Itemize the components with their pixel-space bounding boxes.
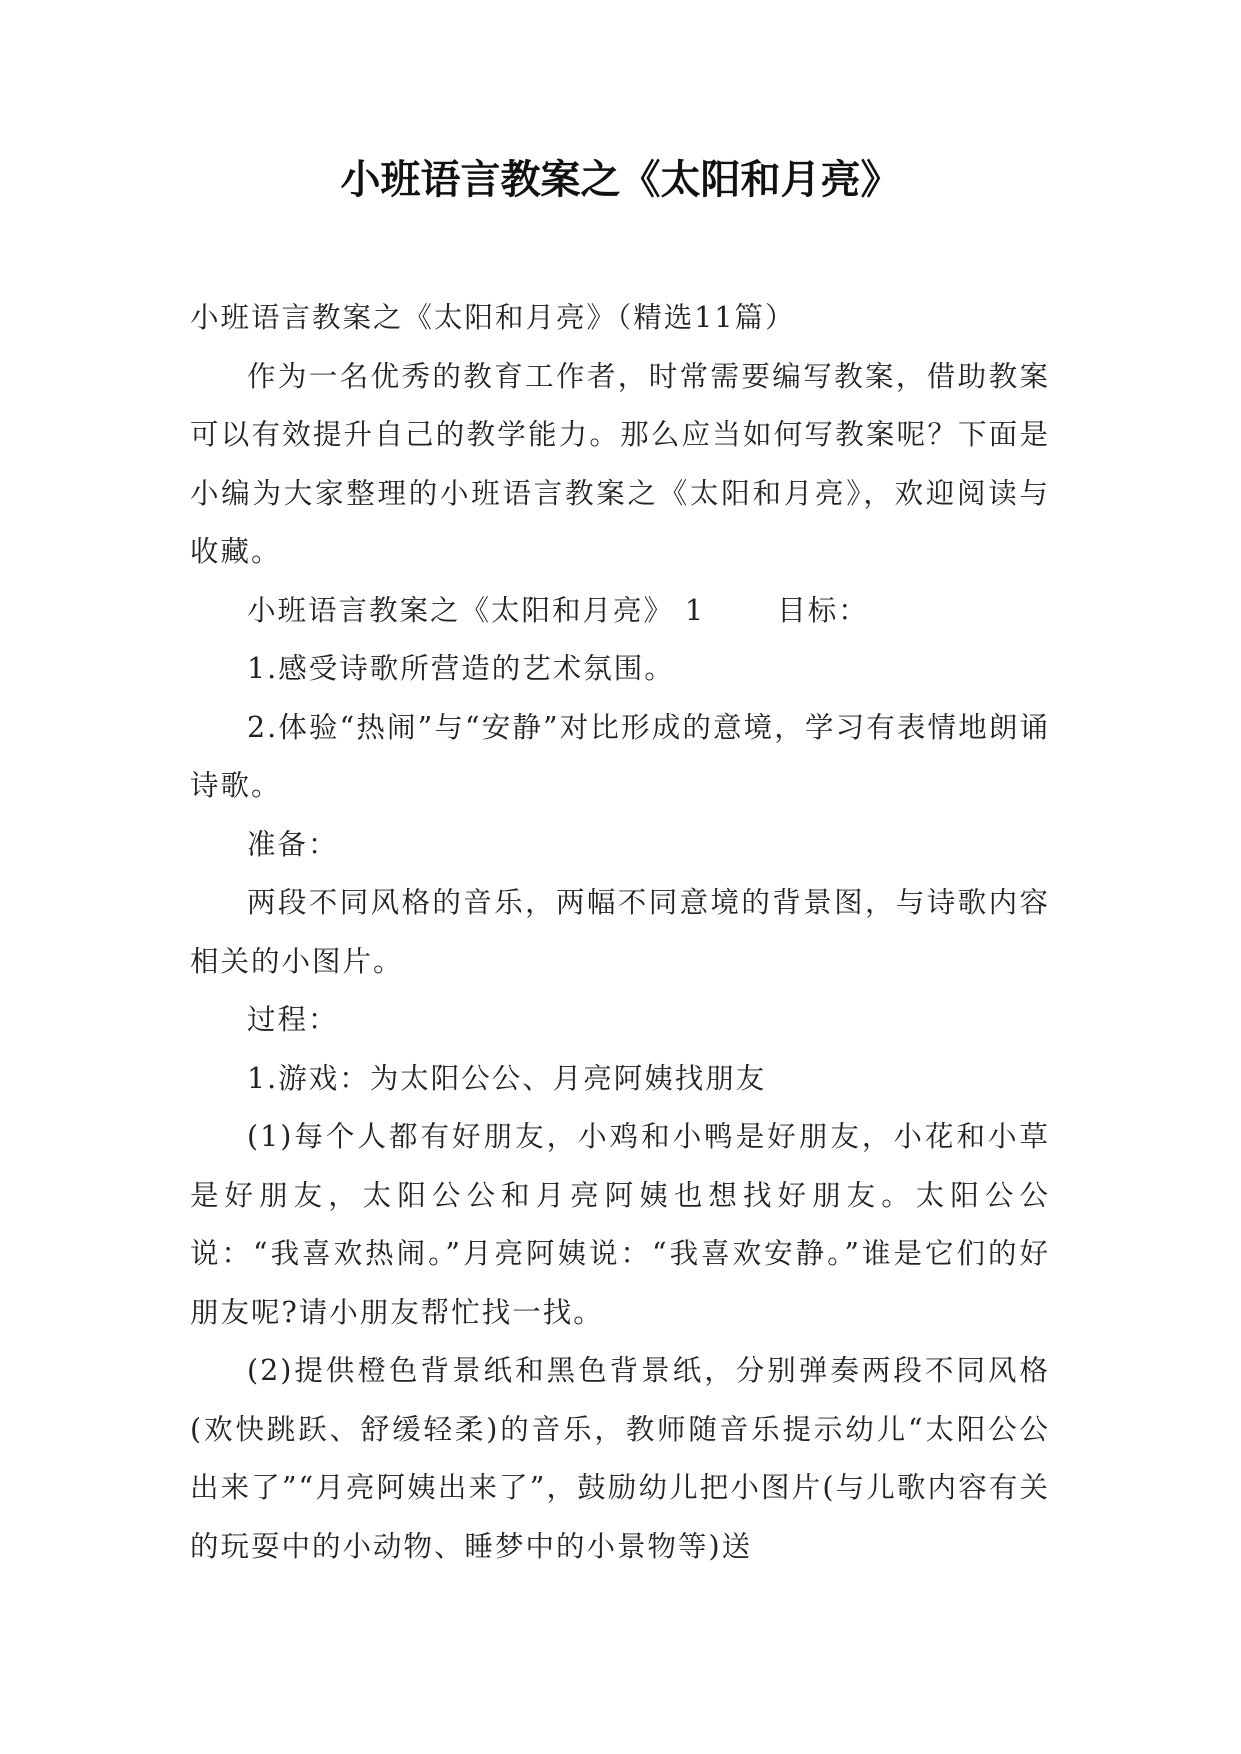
document-body <box>190 289 1050 1576</box>
process-step-1-2: (2)提供橙色背景纸和黑色背景纸，分别弹奏两段不同风格(欢快跳跃、舒缓轻柔)的音乐，教师随音乐提示幼儿“太阳公公出来了”“月亮阿姨出来了”，鼓励幼儿把小图片(与儿歌内容有关的玩耍中的小动物、睡梦中的小景物等)送 <box>190 1354 1050 1563</box>
document-subtitle: 小班语言教案之《太阳和月亮》（精选11篇） <box>190 301 796 334</box>
intro-paragraph: 作为一名优秀的教育工作者，时常需要编写教案，借助教案可以有效提升自己的教学能力。那么应当如何写教案呢？下面是小编为大家整理的小班语言教案之《太阳和月亮》，欢迎阅读与收藏。 <box>190 359 1050 568</box>
process-step-1-1: (1)每个人都有好朋友，小鸡和小鸭是好朋友，小花和小草是好朋友，太阳公公和月亮阿姨也想找好朋友。太阳公公说：“我喜欢热闹。”月亮阿姨说：“我喜欢安静。”谁是它们的好朋友呢?请小朋友帮忙找一找。 <box>190 1120 1050 1329</box>
goal-label: 目标： <box>777 593 869 627</box>
process-step-1: 1.游戏：为太阳公公、月亮阿姨找朋友 <box>247 1061 767 1095</box>
document-title: 小班语言教案之《太阳和月亮》 <box>340 157 901 203</box>
goal-item-1: 1.感受诗歌所营造的艺术氛围。 <box>247 652 675 685</box>
prep-paragraph: 两段不同风格的音乐，两幅不同意境的背景图，与诗歌内容相关的小图片。 <box>190 886 1050 978</box>
goal-item-2: 2.体验“热闹”与“安静”对比形成的意境，学习有表情地朗诵诗歌。 <box>190 710 1050 802</box>
process-label: 过程： <box>247 1003 339 1036</box>
prep-label: 准备： <box>247 827 339 861</box>
section-heading: 小班语言教案之《太阳和月亮》 1 <box>247 593 706 627</box>
section-heading-line <box>190 582 1050 641</box>
